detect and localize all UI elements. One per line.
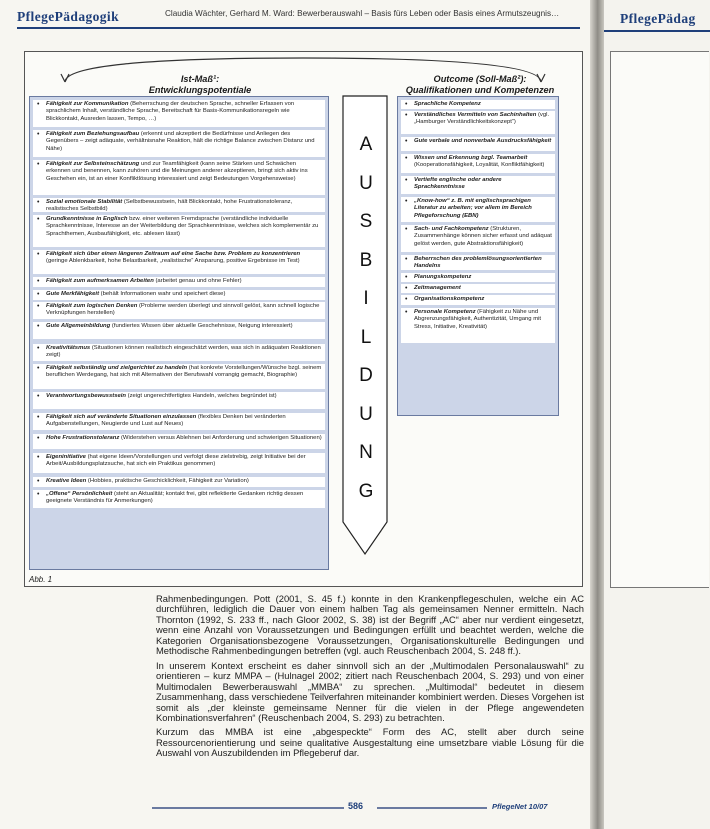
item-term: Fähigkeit zur Selbsteinschätzung <box>46 161 140 167</box>
article-authors: Claudia Wächter, Gerhard M. Ward: Bewerberauswahl – Basis fürs Leben oder Basis eines Armutszeugnis… <box>165 9 560 18</box>
ausbildung-letter: D <box>359 365 373 386</box>
bullet-icon: • <box>37 101 40 108</box>
ausbildung-letter: L <box>360 326 372 348</box>
ausbildung-letter: U <box>359 172 373 194</box>
paragraph: Rahmenbedingungen. Pott (2001, S. 45 f.) konnte in den Krankenpflegeschulen, welche ein AC durchführen, lediglich die Dauer von einem halben Tag als gemeinsamen Nenner ermitteln. Nach Thornton (1992, S. 233 ff., nach Gloor 2002, S. 38) ist der Begriff „AC“ aber nur verdient eingesetzt, wenn eine Anzahl von Voraussetzungen und Bedingungen erfüllt und beachtet werden, welche die Kategorien Organisationsbezogene Voraussetzungen, Organisationskulturelle Bedingungen und Methodische Rahmenbedingungen betreffen (vgl. auch Reuschenbach 2004, S. 248 ff.). <box>156 593 584 657</box>
figure-list-item <box>401 137 555 151</box>
bullet-icon: • <box>405 155 408 162</box>
item-term: Beherrschen des problemlösungsorientierten Handelns <box>414 256 542 270</box>
bullet-icon: • <box>405 256 408 263</box>
item-term: Fähigkeit zur Kommunikation <box>46 101 129 107</box>
figure-list-item <box>401 295 555 305</box>
item-term: Personale Kompetenz <box>414 309 476 315</box>
figure-list-item <box>401 100 555 109</box>
item-term: Wissen und Erkennung bzgl. Teamarbeit <box>414 155 528 161</box>
item-term: Fähigkeit zum logischen Denken <box>46 303 138 309</box>
item-term: Sprachliche Kompetenz <box>414 101 481 107</box>
bullet-icon: • <box>37 303 40 310</box>
bullet-icon: • <box>405 101 408 108</box>
bullet-icon: • <box>405 274 408 281</box>
ausbildung-letter: A <box>359 134 373 155</box>
figure-list-item <box>401 111 555 134</box>
bullet-icon: • <box>37 414 40 421</box>
bullet-icon: • <box>405 296 408 303</box>
bullet-icon: • <box>37 478 40 485</box>
footer-rule-right <box>377 807 487 809</box>
paragraph: In unserem Kontext erscheint es daher sinnvoll sich an der „Multimodalen Personalauswahl“ zu orientieren – kurz MMPA – (Hulnagel 2002; zitiert nach Reuschenbach 2004, S. 293) und von einer Multimodalen Bewerberauswahl „MMBA“ zu sprechen. „Multimodal“ bedeutet in diesem Zusammenhang, dass verschiedene Teilverfahren miteinander kombiniert werden. Dieses Vorgehen ist somit als „der kleinste gemeinsame Nenner für die vielen in der Pflege angewendeten Kombinationsverfahren“ (Reuschenbach 2004, S. 293) zu betrachten. <box>156 659 584 723</box>
bullet-icon: • <box>405 285 408 292</box>
ausbildung-letter: G <box>358 480 374 502</box>
item-term: Gute Merkfähigkeit <box>46 291 100 297</box>
figure-list-item <box>401 284 555 293</box>
footer-rule-left <box>152 807 344 809</box>
right-heading-line1: Outcome (Soll-Maß²): <box>433 74 527 84</box>
bullet-icon: • <box>37 491 40 498</box>
figure-caption: Abb. 1 <box>29 575 53 584</box>
item-text: (flexibles Denken bei veränderten Aufgabenstellungen, Neugierde und Lust auf Neues) <box>46 414 286 428</box>
ausbildung-letter: I <box>363 288 369 309</box>
item-term: Grundkenntnisse in Englisch <box>46 216 128 222</box>
ausbildung-letter: B <box>359 249 373 271</box>
bullet-icon: • <box>37 323 40 330</box>
bullet-icon: • <box>37 435 40 442</box>
item-text: (Fähigkeit zu Nähe und Abgrenzungsfähigkeit, Authentizität, Umgang mit Stress, Initiative, Kreativität) <box>414 309 542 330</box>
next-page-rule <box>604 30 710 32</box>
journal-title: PflegePädagogik <box>17 9 119 24</box>
page-number: 586 <box>348 801 364 811</box>
book-gutter <box>590 0 604 829</box>
item-text: (fundiertes Wissen über aktuelle Geschehnisse, Neigung interessiert) <box>110 323 293 329</box>
right-column-box <box>397 96 559 416</box>
item-term: Fähigkeit sich auf veränderte Situationen einzulassen <box>46 414 197 420</box>
figure-list-item <box>401 197 555 222</box>
ausbildung-letter: S <box>359 211 373 232</box>
item-term: Kreative Ideen <box>46 478 87 484</box>
item-text: (Selbstbewusstsein, hält Blickkontakt, hohe Frustrationstoleranz, realistisches Selbstbild) <box>46 199 293 212</box>
ausbildung-letter: N <box>359 442 373 463</box>
item-text: (erkennt und akzeptiert die Bedürfnisse und Anliegen des Gegenübers – zeigt adäquate, verhältnisnahe Reaktion, hält die richtige Balance zwischen Distanz und Nähe) <box>46 131 315 152</box>
bullet-icon: • <box>405 309 408 316</box>
left-heading-line1: Ist-Maß¹: <box>180 74 220 84</box>
item-text: (steht an Aktualität; kontakt frei, gibt reflektierte Gedanken richtig dessen geeignete Verständnis für Anmerkungen) <box>46 491 304 505</box>
journal-issue: PflegeNet 10/07 <box>492 802 548 811</box>
item-text: (hat konkrete Vorstellungen/Wünsche bzgl. seinem beruflichen Werdegang, hat sich mit Alternativen der Berufswahl vorrangig gemacht, Biographie) <box>46 365 322 379</box>
bullet-icon: • <box>37 278 40 285</box>
bullet-icon: • <box>37 131 40 138</box>
item-term: Fähigkeit selbständig und zielgerichtet zu handeln <box>46 365 188 371</box>
bullet-icon: • <box>405 138 408 145</box>
bullet-icon: • <box>37 251 40 258</box>
item-term: Gute verbale und nonverbale Ausdrucksfähigkeit <box>414 138 552 144</box>
item-term: Planungskompetenz <box>414 274 472 280</box>
item-term: Hohe Frustrationstoleranz <box>46 435 120 441</box>
item-term: „Offene“ Persönlichkeit <box>46 491 113 497</box>
item-text: (Kooperationsfähigkeit, Loyalität, Konfliktfähigkeit) <box>414 162 545 169</box>
bullet-icon: • <box>37 291 40 298</box>
figure-list-item <box>401 255 555 270</box>
item-text: (Strukturen, Zusammenhänge können sicher erfasst und adäquat gelöst werden, gute Abstraktionsfähigkeit) <box>414 226 552 247</box>
item-text: (arbeitet genau und ohne Fehler) <box>153 278 242 284</box>
paragraph: Kurzum das MMBA ist eine „abgespeckte“ Form des AC, stellt aber durch seine Ressourcenorientierung und seine qualitative Ausgestaltung eine umsetzbare viable Lösung für die Auswahl von Auszubildenden im Pflegeberuf dar. <box>156 726 584 759</box>
item-term: Vertiefte englische oder andere Sprachkenntnisse <box>414 177 502 191</box>
item-text: (vgl. „Hamburger Verständlichkeitskonzept“) <box>414 112 550 126</box>
bullet-icon: • <box>405 226 408 233</box>
item-term: Organisationskompetenz <box>414 296 485 302</box>
item-term: Sozial emotionale Stabilität <box>46 199 123 205</box>
item-text: (Beherrschung der deutschen Sprache, schneller Erfassen von sprachlichem Inhalt, verständliche Sprache, Bereitschaft für Basis-Kommunikationsregeln wie Blickkontakt, Ausreden lassen, Tempo, …) <box>46 101 295 122</box>
figure-list-item <box>401 176 555 194</box>
figure-list-item <box>401 154 555 173</box>
bullet-icon: • <box>405 177 408 184</box>
item-term: Gute Allgemeinbildung <box>46 323 111 329</box>
item-text: bzw. einer weiteren Fremdsprache (verständliche individuelle Sprachkenntnisse, Interesse an der Weiterbildung der Sprachkenntnisse, welches sich komplementär zu Sprachthemen, Ausbaufähigkeit, etc. ablesen lässt) <box>46 216 319 237</box>
item-term: Kreativitätsmus <box>46 345 91 351</box>
page-footer <box>152 801 582 815</box>
right-heading-line2: Qualifikationen und Kompetenzen <box>405 85 555 95</box>
bullet-icon: • <box>37 161 40 168</box>
item-term: Zeitmanagement <box>414 285 461 291</box>
item-term: „Know-how“ z. B. mit englischsprachigen Literatur zu arbeiten; vor allem im Bereich Pflegeforschung (EBN) <box>414 198 532 219</box>
next-page-figure-edge <box>610 51 709 588</box>
bullet-icon: • <box>405 112 408 119</box>
bullet-icon: • <box>37 393 40 400</box>
item-term: Fähigkeit sich über einen längeren Zeitraum auf eine Sache bzw. Problem zu konzentrieren <box>46 251 301 257</box>
left-heading-line2: Entwicklungspotentiale <box>148 85 252 95</box>
bullet-icon: • <box>405 198 408 205</box>
item-text: (Widerstehen versus Ablehnen bei Anforderung und schwierigen Situationen) <box>119 435 322 441</box>
item-term: Verantwortungsbewusstsein <box>46 393 126 399</box>
next-page-journal-title: PflegePädag <box>620 11 696 26</box>
item-text: (zeigt ungerechtfertigtes Handeln, welches begründet ist) <box>125 393 277 399</box>
bullet-icon: • <box>37 345 40 352</box>
bullet-icon: • <box>37 365 40 372</box>
item-text: (hat eigene Ideen/Vorstellungen und verfolgt diese zielstrebig, zeigt Initiative bei der Arbeit/Ausbildungsplatzsuche, hat sich ein Praktikus genommen) <box>46 454 306 468</box>
item-term: Sach- und Fachkompetenz <box>414 226 489 232</box>
item-term: Eigeninitiative <box>46 454 86 460</box>
item-term: Fähigkeit zum Beziehungsaufbau <box>46 131 140 137</box>
bullet-icon: • <box>37 199 40 206</box>
figure-list-item <box>401 273 555 282</box>
article-body <box>156 594 584 763</box>
bullet-icon: • <box>37 454 40 461</box>
item-text: (Hobbies, praktische Geschicklichkeit, Fähigkeit zur Variation) <box>86 478 249 484</box>
figure-diagram <box>24 51 583 587</box>
item-term: Fähigkeit zum aufmerksamen Arbeiten <box>46 278 154 284</box>
item-text: (Probleme werden überlegt und sinnvoll gelöst, kann schnell logische Verknüpfungen herstellen) <box>46 303 320 317</box>
item-text: (geringe Ablenkbarkeit, hohe Belastbarkeit, „realistische“ Ansparung, positive Ergebnisse im Test) <box>46 258 300 265</box>
item-text: (Situationen können realistisch eingeschätzt werden, was sich in adäquaten Reaktionen zeigt) <box>46 345 321 359</box>
bullet-icon: • <box>37 216 40 223</box>
figure-list-item <box>401 225 555 252</box>
item-text: und zur Teamfähigkeit (kann seine Stärken und Schwächen erkennen und benennen, kann zuhören und die Meinungen anderer akzeptieren, bringt sich aktiv ins Geschehen ein, ist an einer Konfliktlösung interessiert und zeigt Bedeutungen Vorgehensweise) <box>46 161 308 182</box>
ausbildung-letter: U <box>359 403 373 425</box>
header-rule <box>17 27 580 29</box>
item-text: (behält Informationen wahr und speichert diese) <box>99 291 226 297</box>
next-page-edge <box>604 0 710 829</box>
figure-list-item <box>401 308 555 343</box>
item-term: Verständliches Vermitteln von Sachinhalten <box>414 112 537 118</box>
